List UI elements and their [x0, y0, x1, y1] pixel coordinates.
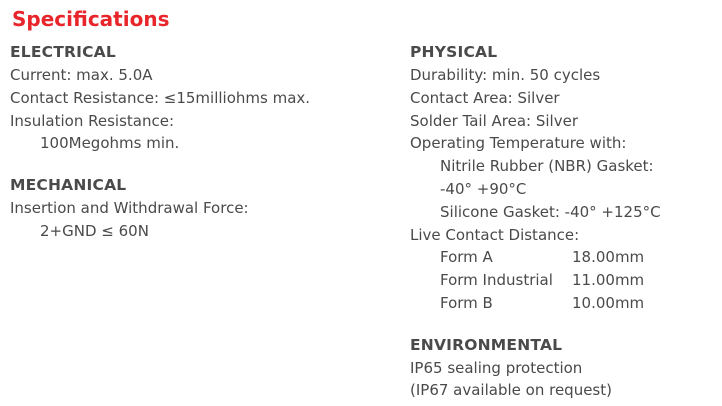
right-column [410, 42, 712, 402]
spec-row [410, 269, 712, 292]
page-title: Specifications [12, 7, 170, 31]
spec-line: IP65 sealing protection [410, 358, 583, 377]
spec-row-label: Form Industrial [440, 271, 553, 290]
spec-line: Operating Temperature with: [410, 134, 627, 153]
spec-line: Contact Area: Silver [410, 88, 560, 107]
section-heading-environmental: ENVIRONMENTAL [410, 335, 563, 354]
spec-line: 100Megohms min. [40, 134, 180, 153]
section-physical [410, 42, 712, 315]
spec-line: Live Contact Distance: [410, 225, 580, 244]
spec-line: Nitrile Rubber (NBR) Gasket: [440, 157, 654, 176]
spec-line: 2+GND ≤ 60N [40, 221, 149, 240]
spec-row [410, 246, 712, 269]
spec-line: Solder Tail Area: Silver [410, 111, 578, 130]
spec-row-value: 10.00mm [572, 293, 645, 312]
spec-row [410, 292, 712, 315]
spec-line: Silicone Gasket: -40° +125°C [440, 202, 661, 221]
section-heading-physical: PHYSICAL [410, 43, 498, 61]
spec-line: Contact Resistance: ≤15milliohms max. [10, 88, 311, 107]
spec-row-label: Form A [440, 248, 493, 267]
spec-line: Current: max. 5.0A [10, 65, 153, 84]
section-heading-electrical: ELECTRICAL [10, 43, 116, 61]
spec-line: (IP67 available on request) [410, 381, 612, 400]
left-column [10, 42, 410, 243]
specifications-columns [10, 42, 712, 402]
spec-line: -40° +90°C [440, 179, 527, 198]
section-mechanical [10, 175, 410, 243]
spec-row-value: 11.00mm [572, 271, 645, 290]
section-environmental [410, 335, 712, 403]
spec-row-label: Form B [440, 293, 493, 312]
section-heading-mechanical: MECHANICAL [10, 176, 127, 195]
spec-line: Insulation Resistance: [10, 111, 174, 130]
spec-row-value: 18.00mm [572, 248, 645, 267]
spec-line: Insertion and Withdrawal Force: [10, 199, 249, 218]
section-electrical [10, 42, 410, 155]
spec-line: Durability: min. 50 cycles [410, 65, 601, 84]
